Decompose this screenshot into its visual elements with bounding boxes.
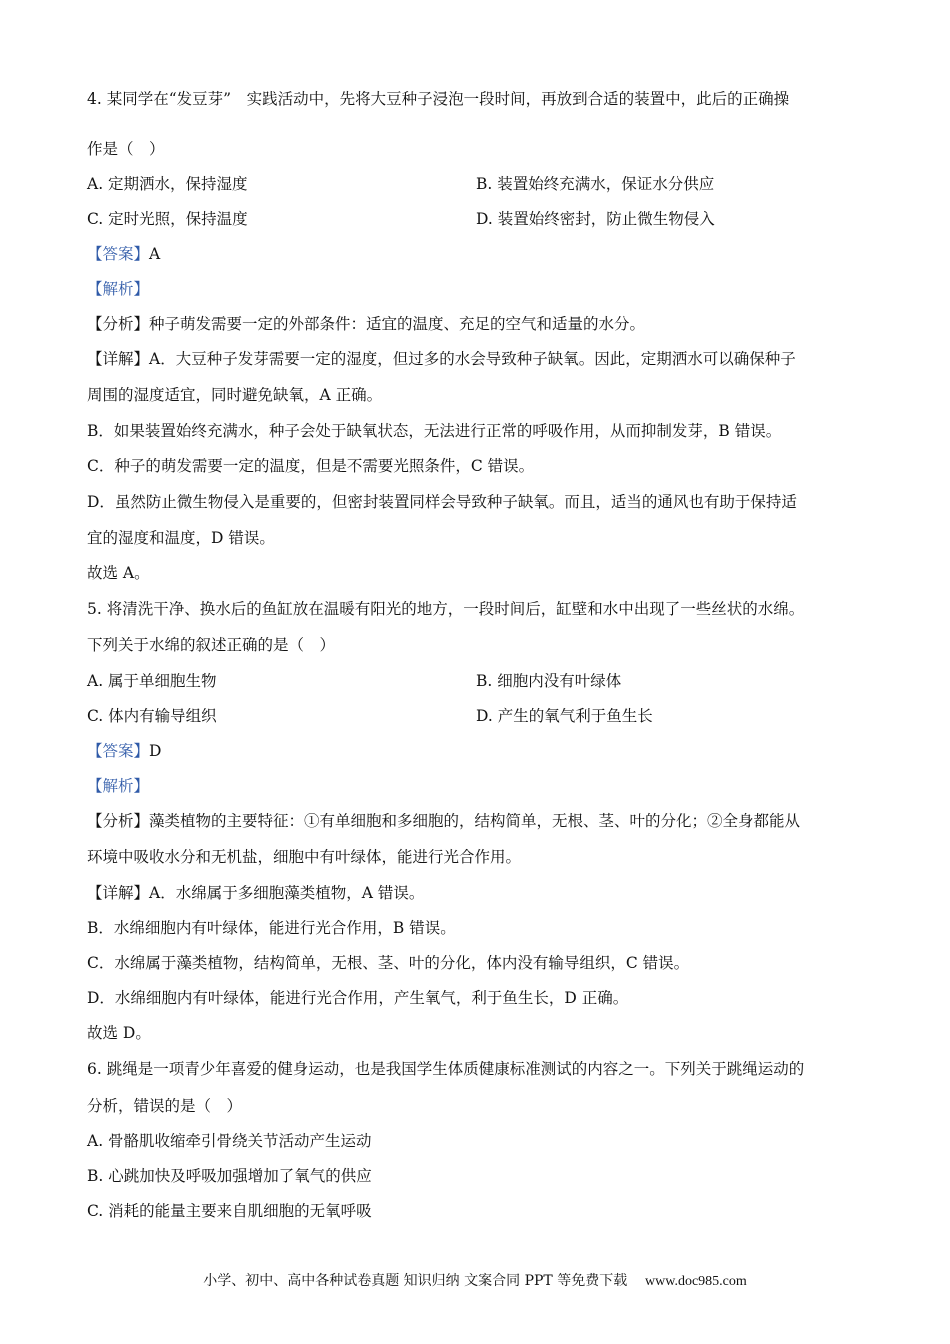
answer-tag: 【答案】 bbox=[87, 742, 150, 760]
q5-detail-b: B．水绵细胞内有叶绿体，能进行光合作用，B 错误。 bbox=[87, 919, 456, 937]
q4-stem-line2: 作是（ ） bbox=[87, 140, 165, 158]
q5-option-a: A. 属于单细胞生物 bbox=[87, 672, 217, 690]
page-footer bbox=[0, 1270, 950, 1290]
q4-detail-d-line1: D．虽然防止微生物侵入是重要的，但密封装置同样会导致种子缺氧。而且，适当的通风也有助于保持适 bbox=[87, 493, 797, 511]
q5-option-d: D. 产生的氧气利于鱼生长 bbox=[476, 707, 653, 725]
answer-tag: 【答案】 bbox=[87, 245, 150, 263]
q4-stem-line1: 4. 某同学在“发豆芽” 实践活动中，先将大豆种子浸泡一段时间，再放到合适的装置中，此后的正确操 bbox=[87, 90, 790, 108]
detail-tag: 【详解】 bbox=[87, 350, 150, 368]
q4-option-a: A. 定期洒水，保持湿度 bbox=[87, 175, 248, 193]
q6-stem-line1: 6. 跳绳是一项青少年喜爱的健身运动，也是我国学生体质健康标准测试的内容之一。下列关于跳绳运动的 bbox=[87, 1060, 805, 1078]
q5-detail-d: D．水绵细胞内有叶绿体，能进行光合作用，产生氧气，利于鱼生长，D 正确。 bbox=[87, 989, 629, 1007]
detail-tag: 【详解】 bbox=[87, 884, 150, 902]
q4-answer bbox=[87, 244, 160, 264]
q4-detail-a-line2: 周围的湿度适宜，同时避免缺氧，A 正确。 bbox=[87, 386, 383, 404]
q6-option-c: C. 消耗的能量主要来自肌细胞的无氧呼吸 bbox=[87, 1202, 372, 1220]
fenxi-tag: 【分析】 bbox=[87, 315, 150, 333]
answer-value: A bbox=[149, 245, 161, 263]
q4-option-c: C. 定时光照，保持温度 bbox=[87, 210, 248, 228]
footer-url[interactable]: www.doc985.com bbox=[645, 1274, 747, 1289]
q6-option-b: B. 心跳加快及呼吸加强增加了氧气的供应 bbox=[87, 1167, 372, 1185]
fenxi-text: 种子萌发需要一定的外部条件：适宜的温度、充足的空气和适量的水分。 bbox=[149, 315, 646, 333]
detail-text: A．大豆种子发芽需要一定的湿度，但过多的水会导致种子缺氧。因此，定期洒水可以确保种子 bbox=[149, 350, 796, 368]
fenxi-text: 藻类植物的主要特征：①有单细胞和多细胞的，结构简单，无根、茎、叶的分化；②全身都能从 bbox=[149, 812, 801, 830]
q5-stem-line2: 下列关于水绵的叙述正确的是（ ） bbox=[87, 636, 336, 654]
q5-option-b: B. 细胞内没有叶绿体 bbox=[476, 672, 622, 690]
q5-stem-line1: 5. 将清洗干净、换水后的鱼缸放在温暖有阳光的地方，一段时间后，缸壁和水中出现了一些丝状的水绵。 bbox=[87, 600, 805, 618]
q4-analysis-tag: 【解析】 bbox=[87, 280, 150, 298]
q4-detail-c: C．种子的萌发需要一定的温度，但是不需要光照条件，C 错误。 bbox=[87, 457, 535, 475]
q5-detail-a bbox=[87, 883, 424, 903]
q6-option-a: A. 骨骼肌收缩牵引骨绕关节活动产生运动 bbox=[87, 1132, 372, 1150]
q4-fenxi bbox=[87, 314, 645, 334]
q5-analysis-tag: 【解析】 bbox=[87, 777, 150, 795]
q5-option-c: C. 体内有输导组织 bbox=[87, 707, 217, 725]
q6-stem-line2: 分析，错误的是（ ） bbox=[87, 1097, 243, 1115]
q4-detail-b: B．如果装置始终充满水，种子会处于缺氧状态，无法进行正常的呼吸作用，从而抑制发芽，B 错误。 bbox=[87, 422, 782, 440]
q5-fenxi-line1 bbox=[87, 811, 800, 831]
q4-option-b: B. 装置始终充满水，保证水分供应 bbox=[476, 175, 715, 193]
q5-answer bbox=[87, 741, 161, 761]
footer-text: 小学、初中、高中各种试卷真题 知识归纳 文案合同 PPT 等免费下载 bbox=[203, 1273, 628, 1289]
q5-fenxi-line2: 环境中吸收水分和无机盐，细胞中有叶绿体，能进行光合作用。 bbox=[87, 848, 522, 866]
q4-detail-a-line1 bbox=[87, 349, 796, 369]
q5-detail-c: C．水绵属于藻类植物，结构简单，无根、茎、叶的分化，体内没有输导组织，C 错误。 bbox=[87, 954, 690, 972]
answer-value: D bbox=[149, 742, 162, 760]
fenxi-tag: 【分析】 bbox=[87, 812, 150, 830]
q4-detail-d-line2: 宜的湿度和温度，D 错误。 bbox=[87, 529, 275, 547]
q4-option-d: D. 装置始终密封，防止微生物侵入 bbox=[476, 210, 715, 228]
detail-text: A．水绵属于多细胞藻类植物，A 错误。 bbox=[149, 884, 425, 902]
q5-conclusion: 故选 D。 bbox=[87, 1024, 151, 1042]
q4-conclusion: 故选 A。 bbox=[87, 564, 150, 582]
